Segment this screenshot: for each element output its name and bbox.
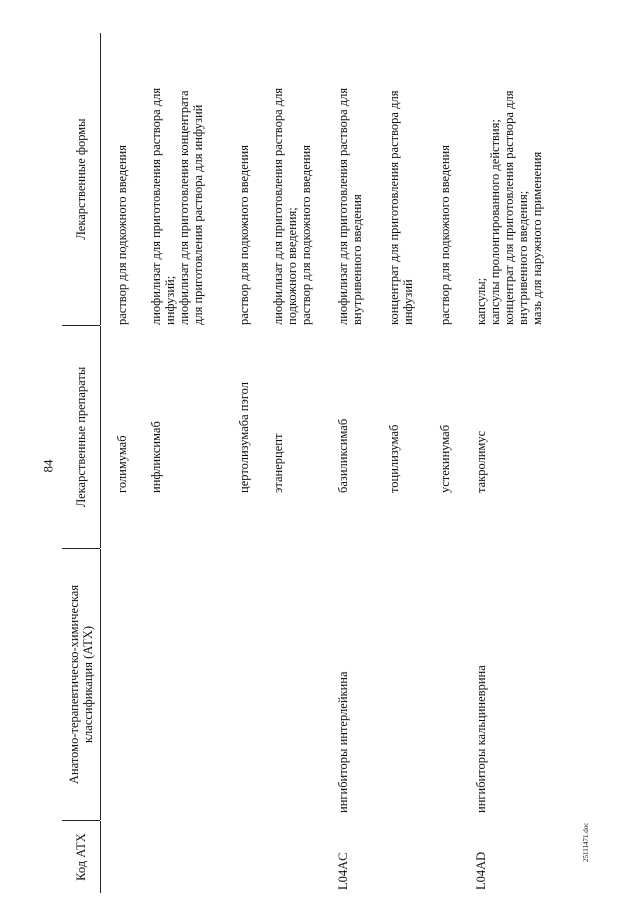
drug-name: цертолизумаба пэгол xyxy=(237,382,251,493)
header-code: Код АТХ xyxy=(62,821,101,893)
atc-code: L04AD xyxy=(474,851,488,890)
drug-forms: раствор для подкожного введения xyxy=(438,145,452,325)
header-class: Анатомо-терапевтическо-химическая классификация (АТХ) xyxy=(62,549,101,820)
drug-name: голимумаб xyxy=(115,435,129,493)
drug-forms: капсулы; капсулы пролонгированного действия; концентрат для приготовления раствора для внутривенного введения; мазь для наружного применения xyxy=(474,90,544,325)
drug-name: такролимус xyxy=(474,430,488,493)
atc-class: ингибиторы кальциневрина xyxy=(474,665,488,813)
drug-forms: лиофилизат для приготовления раствора для подкожного введения; раствор для подкожного введения xyxy=(271,87,313,325)
drug-name: базиликсимаб xyxy=(336,418,350,493)
drug-forms: концентрат для приготовления раствора для инфузий xyxy=(387,90,415,325)
drug-forms: лиофилизат для приготовления раствора для инфузий; лиофилизат для приготовления концентрата для приготовления раствора для инфузий xyxy=(149,87,205,325)
divider xyxy=(62,325,100,326)
document-id: 25111471.doc xyxy=(582,822,590,862)
drug-name: инфликсимаб xyxy=(149,421,163,493)
drug-name: тоцилизумаб xyxy=(387,424,401,493)
header-forms: Лекарственные формы xyxy=(62,33,101,325)
header-drugs: Лекарственные препараты xyxy=(62,326,101,548)
atc-class: ингибиторы интерлейкина xyxy=(336,671,350,813)
table xyxy=(62,33,602,893)
drug-forms: раствор для подкожного введения xyxy=(237,145,251,325)
drug-name: этанерцепт xyxy=(271,433,285,493)
drug-forms: лиофилизат для приготовления раствора для внутривенного введения xyxy=(336,87,364,325)
divider xyxy=(62,548,100,549)
divider xyxy=(62,820,100,821)
atc-code: L04AC xyxy=(336,852,350,890)
drug-forms: раствор для подкожного введения xyxy=(115,145,129,325)
page-number: 84 xyxy=(40,459,56,473)
drug-name: устекинумаб xyxy=(438,424,452,493)
